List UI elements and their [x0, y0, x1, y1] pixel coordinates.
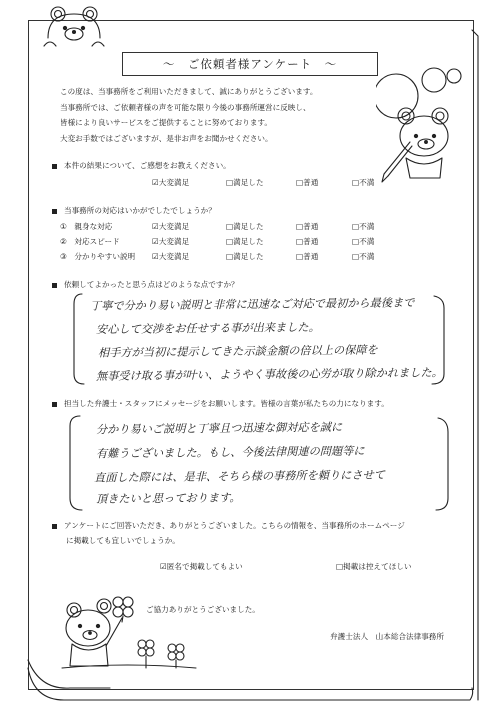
- intro-text: [60, 84, 317, 146]
- q1-option-normal[interactable]: □普通: [296, 178, 319, 187]
- q2-row3-normal[interactable]: □普通: [296, 252, 319, 261]
- answer-4-line[interactable]: 有難うございました。もし、今後法律関連の問題等に: [95, 444, 365, 461]
- intro-line: 大変お手数ではございますが、是非お声をお聞かせください。: [60, 133, 273, 143]
- question-3: [52, 279, 239, 290]
- q2-row1-dissatisfied[interactable]: □不満: [352, 222, 375, 231]
- q2-row3-very-satisfied[interactable]: ☑大変満足: [152, 252, 190, 261]
- bullet-icon: [52, 164, 57, 169]
- answer-4-line[interactable]: 頂きたいと思っております。: [95, 491, 241, 506]
- bullet-icon: [52, 209, 57, 214]
- bullet-icon: [52, 524, 57, 529]
- answer-3-line[interactable]: 相手方が当初に提示してきた示談金額の倍以上の保障を: [97, 343, 378, 360]
- q2-row-label: ③ 分かりやすい説明: [60, 252, 136, 261]
- bullet-icon: [52, 283, 57, 288]
- q2-row1-very-satisfied[interactable]: ☑大変満足: [152, 222, 190, 231]
- question-2-text: 当事務所の対応はいかがでしたでしょうか？: [64, 206, 216, 215]
- question-3-text: 依頼してよかったと思う点はどのような点ですか？: [64, 280, 239, 289]
- thank-you-message: ご協力ありがとうございました。: [146, 605, 260, 614]
- q2-row2-normal[interactable]: □普通: [296, 237, 319, 246]
- q5-option-decline[interactable]: □掲載は控えてほしい: [336, 562, 412, 571]
- question-4-text: 担当した弁護士・スタッフにメッセージをお願いします。皆様の言葉が私たちの力になります。: [64, 399, 389, 408]
- survey-title: ～ ご依頼者様アンケート ～: [122, 52, 378, 76]
- q2-row2-dissatisfied[interactable]: □不満: [352, 237, 375, 246]
- intro-line: この度は、当事務所をご利用いただきまして、誠にありがとうございます。: [60, 87, 318, 96]
- q2-row1-satisfied[interactable]: □満足した: [226, 222, 264, 231]
- intro-line: 皆様により良いサービスをご提供することに努めております。: [60, 118, 273, 127]
- question-4: [52, 398, 389, 409]
- question-5: [52, 520, 405, 531]
- q1-option-very-satisfied[interactable]: ☑大変満足: [152, 178, 190, 187]
- answer-3-line[interactable]: 無事受け取る事が叶い、ようやく事故後の心労が取り除かれました。: [95, 366, 443, 383]
- answer-3-line[interactable]: 丁寧で分かり易い説明と非常に迅速なご対応で最初から最後まで: [89, 296, 415, 313]
- bear-with-pencil-icon: [376, 66, 472, 186]
- q2-row1-normal[interactable]: □普通: [296, 222, 319, 231]
- q2-row2-very-satisfied[interactable]: ☑大変満足: [152, 237, 190, 246]
- q2-row-label: ② 対応スピード: [60, 237, 120, 246]
- question-1: [52, 160, 231, 171]
- bear-with-clovers-icon: [56, 588, 206, 678]
- question-5-text: アンケートにご回答いただき、ありがとうございました。こちらの情報を、当事務所のホームページ: [64, 521, 405, 530]
- q2-row3-dissatisfied[interactable]: □不満: [352, 252, 375, 261]
- question-2: [52, 205, 216, 216]
- q2-row2-satisfied[interactable]: □満足した: [226, 237, 264, 246]
- law-firm-signature: 弁護士法人 山本総合法律事務所: [330, 632, 444, 641]
- answer-4-line[interactable]: 直面した際には、是非、そちら様の事務所を頼りにさせて: [93, 468, 385, 485]
- q1-option-dissatisfied[interactable]: □不満: [352, 178, 375, 187]
- q2-row-label: ① 親身な対応: [60, 222, 113, 231]
- q5-option-anonymous-ok[interactable]: ☑匿名で掲載してもよい: [160, 562, 243, 571]
- bear-peeking-icon: [38, 2, 108, 50]
- bullet-icon: [52, 402, 57, 407]
- q1-option-satisfied[interactable]: □満足した: [226, 178, 264, 187]
- answer-3-line[interactable]: 安心して交渉をお任せする事が出来ました。: [95, 320, 320, 337]
- answer-4-line[interactable]: 分かり易いご説明と丁寧且つ迅速な御対応を誠に: [95, 420, 343, 437]
- q2-row3-satisfied[interactable]: □満足した: [226, 252, 264, 261]
- question-5-text: に掲載しても宜しいでしょうか。: [66, 536, 180, 545]
- question-1-text: 本件の結果について、ご感想をお教えください。: [64, 161, 231, 170]
- intro-line: 当事務所では、ご依頼者様の声を可能な限り今後の事務所運営に反映し、: [60, 102, 311, 112]
